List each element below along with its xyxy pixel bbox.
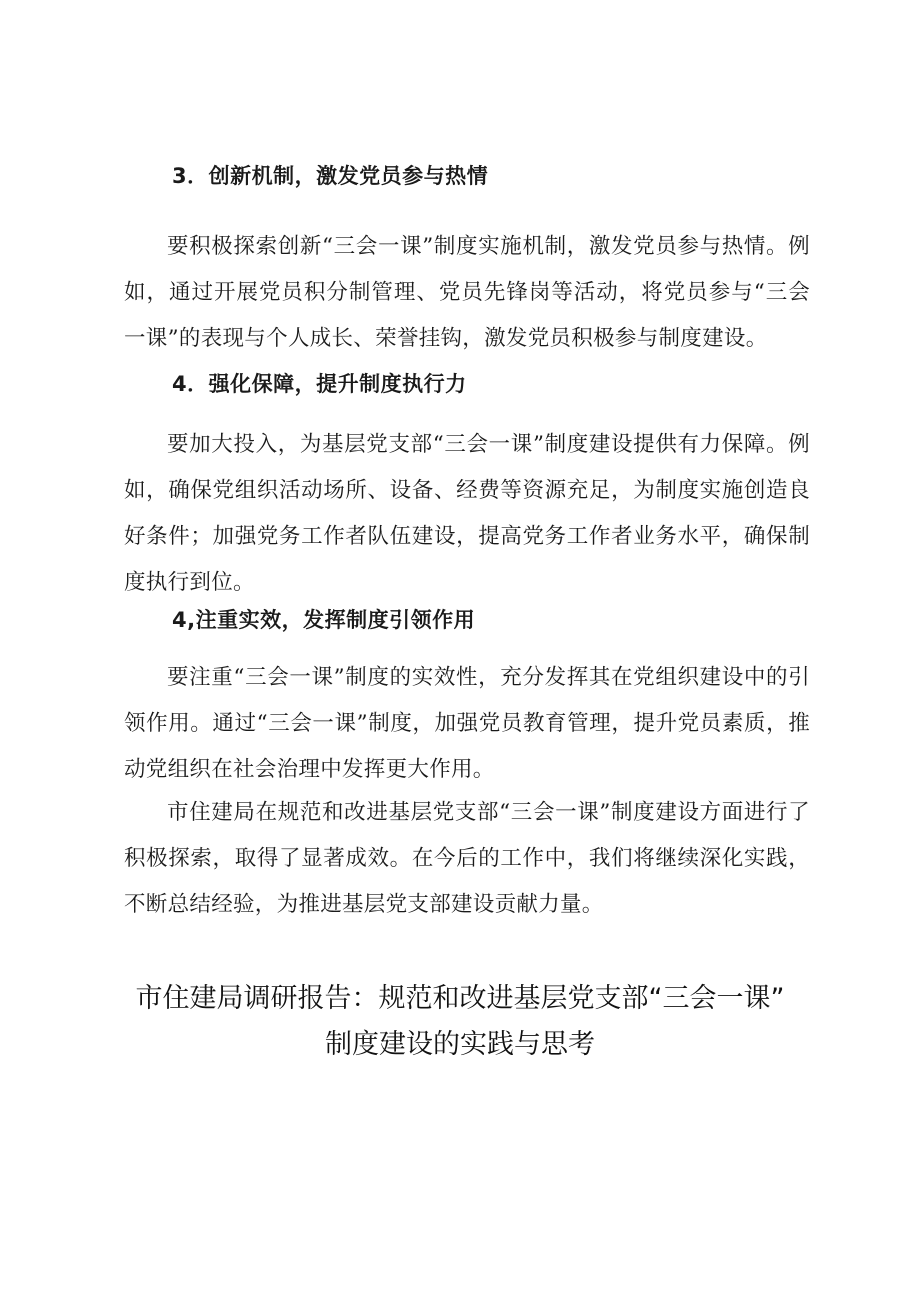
section-body-innovation: 要积极探索创新“三会一课”制度实施机制，激发党员参与热情。例如，通过开展党员积分制管理、党员先锋岗等活动，将党员参与“三会一课”的表现与个人成长、荣誉挂钩，激发党员积极参与制度建设。	[124, 234, 810, 351]
report-title-line-2: 制度建设的实践与思考	[325, 1029, 595, 1060]
report-title-line-1: 市住建局调研报告：规范和改进基层党支部“三会一课”	[135, 983, 785, 1014]
section-body-effectiveness: 要注重“三会一课”制度的实效性，充分发挥其在党组织建设中的引领作用。通过“三会一课”制度，加强党员教育管理，提升党员素质，推动党组织在社会治理中发挥更大作用。	[124, 665, 810, 782]
section-heading-innovation: 3．创新机制，激发党员参与热情	[172, 164, 489, 188]
section-heading-guarantee: 4．强化保障，提升制度执行力	[172, 372, 467, 396]
conclusion-paragraph: 市住建局在规范和改进基层党支部“三会一课”制度建设方面进行了积极探索，取得了显著成效。在今后的工作中，我们将继续深化实践，不断总结经验，为推进基层党支部建设贡献力量。	[124, 800, 810, 917]
section-heading-effectiveness: 4,注重实效，发挥制度引领作用	[172, 608, 476, 632]
section-body-guarantee: 要加大投入，为基层党支部“三会一课”制度建设提供有力保障。例如，确保党组织活动场所、设备、经费等资源充足，为制度实施创造良好条件；加强党务工作者队伍建设，提高党务工作者业务水平，确保制度执行到位。	[124, 432, 810, 595]
